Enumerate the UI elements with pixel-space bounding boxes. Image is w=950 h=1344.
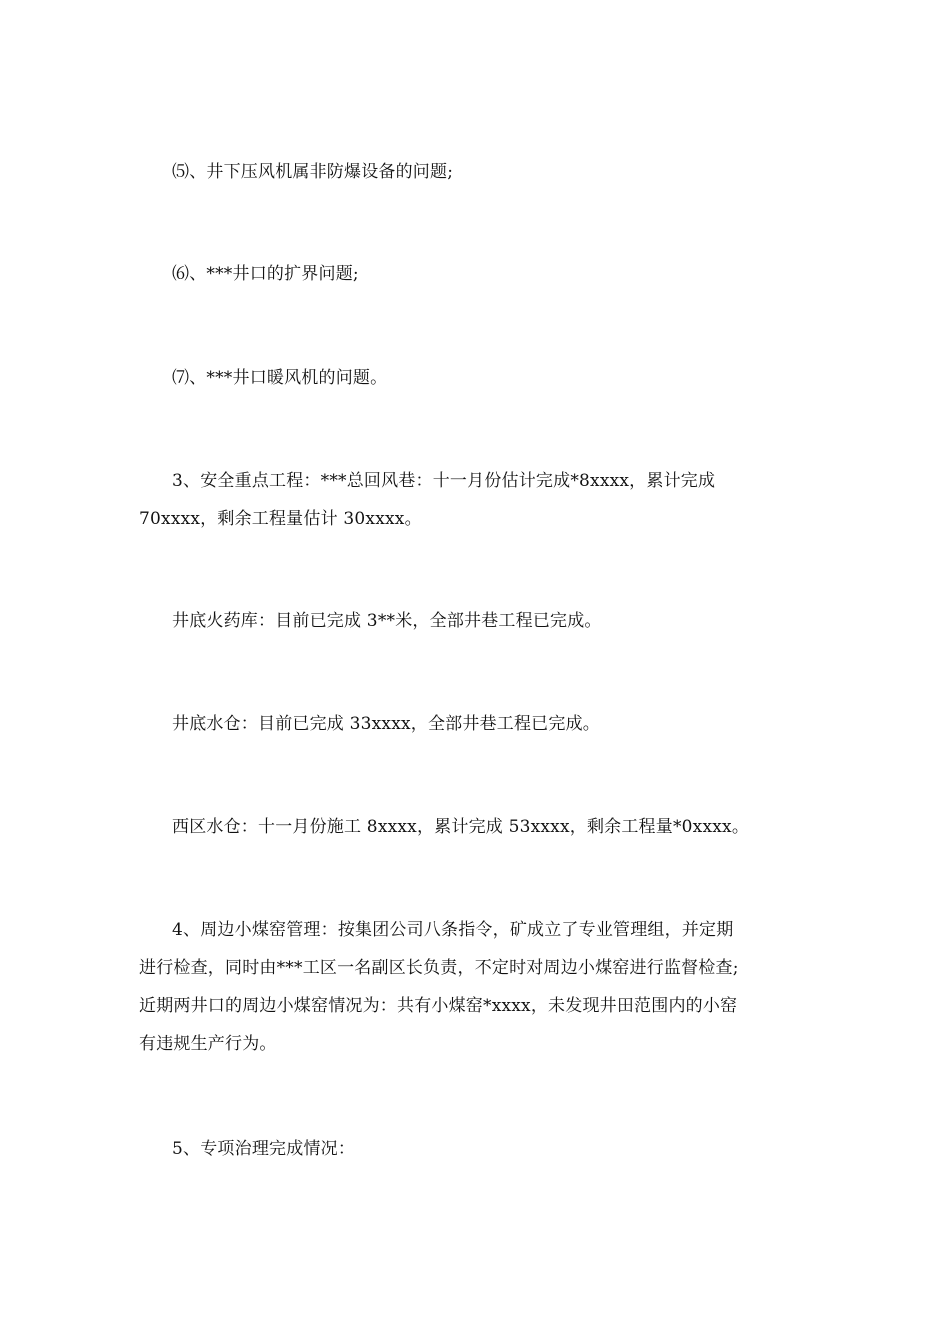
- item-7-text: ⑺、***井口暖风机的问题。: [172, 368, 388, 388]
- section-4-line-4: 有违规生产行为。: [139, 1034, 277, 1054]
- section-5-heading: 5、专项治理完成情况：: [172, 1139, 356, 1159]
- section-4-line-3: 近期两井口的周边小煤窑情况为：共有小煤窑*xxxx，未发现井田范围内的小窑: [139, 996, 738, 1016]
- item-6-text: ⑹、***井口的扩界问题;: [172, 264, 359, 284]
- section-3-line-1: 3、安全重点工程：***总回风巷：十一月份估计完成*8xxxx，累计完成: [172, 471, 716, 491]
- magazine-text: 井底火药库：目前已完成 3**米，全部井巷工程已完成。: [172, 611, 602, 631]
- section-3-line-2: 70xxxx，剩余工程量估计 30xxxx。: [139, 509, 422, 529]
- section-4-line-1: 4、周边小煤窑管理：按集团公司八条指令，矿成立了专业管理组，并定期: [172, 920, 734, 940]
- sump-text: 井底水仓：目前已完成 33xxxx，全部井巷工程已完成。: [172, 714, 600, 734]
- west-sump-text: 西区水仓：十一月份施工 8xxxx，累计完成 53xxxx，剩余工程量*0xxxx。: [172, 817, 750, 837]
- section-4-line-2: 进行检查，同时由***工区一名副区长负责，不定时对周边小煤窑进行监督检查;: [139, 958, 739, 978]
- item-5-text: ⑸、井下压风机属非防爆设备的问题;: [172, 162, 454, 182]
